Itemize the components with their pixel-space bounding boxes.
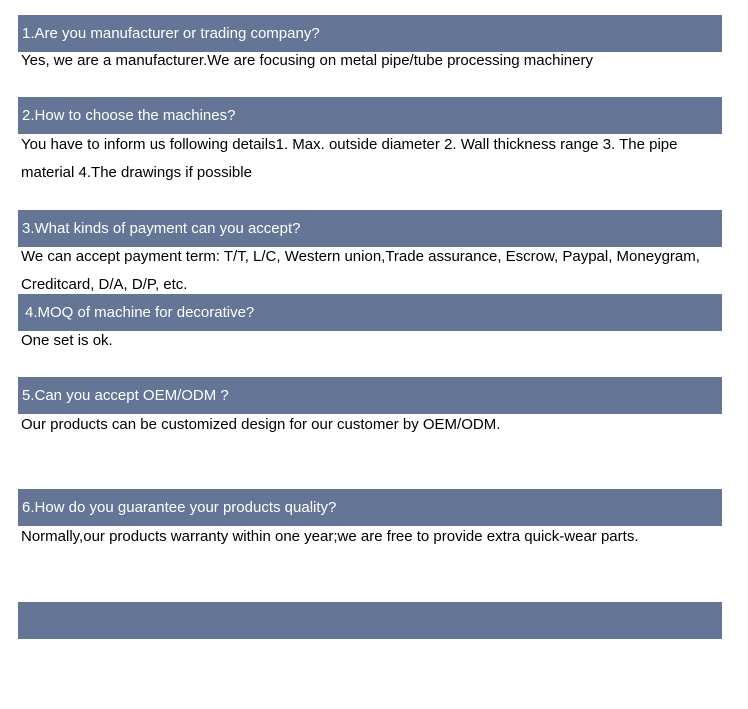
faq-question-5: 5.Can you accept OEM/ODM ? — [18, 377, 722, 414]
faq-answer-2: You have to inform us following details1. Max. outside diameter 2. Wall thickness range 3. The pipe material 4.The drawings if possible — [21, 136, 678, 181]
faq-empty-header-bar — [18, 602, 722, 639]
faq-question-4: 4.MOQ of machine for decorative? — [18, 294, 722, 331]
faq-question-1: 1.Are you manufacturer or trading company? — [18, 15, 722, 52]
faq-answer-5: Our products can be customized design for our customer by OEM/ODM. — [21, 416, 501, 433]
faq-question-3: 3.What kinds of payment can you accept? — [18, 210, 722, 247]
faq-answer-1: Yes, we are a manufacturer.We are focusing on metal pipe/tube processing machinery — [21, 52, 593, 69]
faq-question-6: 6.How do you guarantee your products quality? — [18, 489, 722, 526]
faq-answer-6: Normally,our products warranty within one year;we are free to provide extra quick-wear parts. — [21, 528, 639, 545]
faq-answer-4: One set is ok. — [21, 332, 113, 349]
faq-answer-3: We can accept payment term: T/T, L/C, Western union,Trade assurance, Escrow, Paypal, Moneygram, Creditcard, D/A, D/P, etc. — [21, 248, 700, 293]
faq-question-2: 2.How to choose the machines? — [18, 97, 722, 134]
